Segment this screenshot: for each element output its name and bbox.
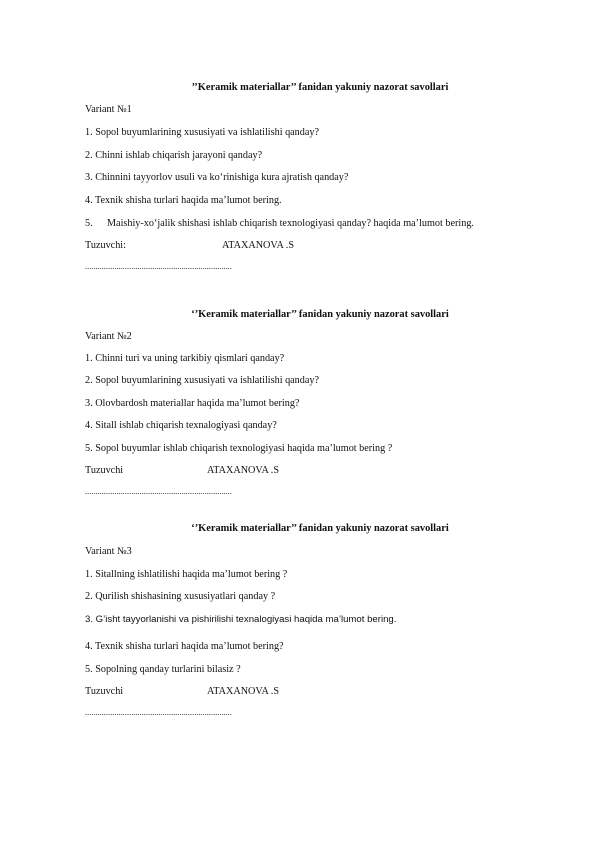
variant-label-3: Variant №3 bbox=[85, 546, 132, 557]
author-name-2: ATAXANOVA .S bbox=[207, 465, 280, 476]
question-3-4: 4. Texnik shisha turlari haqida ma’lumot bering? bbox=[85, 641, 284, 652]
question-1-2: 2. Chinni ishlab chiqarish jarayoni qanday? bbox=[85, 150, 263, 161]
author-label-2: Tuzuvchi bbox=[85, 465, 124, 476]
section-title-3: ‘’Keramik materiallar’’ fanidan yakuniy nazorat savollari bbox=[191, 523, 449, 534]
section-title-1: ’’Keramik materiallar’’ fanidan yakuniy nazorat savollari bbox=[191, 82, 449, 93]
question-2-5: 5. Sopol buyumlar ishlab chiqarish texnologiyasi haqida ma’lumot bering ? bbox=[85, 443, 393, 454]
question-2-1: 1. Chinni turi va uning tarkibiy qismlari qanday? bbox=[85, 353, 285, 364]
variant-label-1: Variant №1 bbox=[85, 104, 132, 115]
question-1-3: 3. Chinnini tayyorlov usuli va ko‘rinishiga kura ajratish qanday? bbox=[85, 172, 349, 183]
author-name-1: ATAXANOVA .S bbox=[222, 240, 295, 251]
signature-dots-1: ...................................................................... bbox=[85, 262, 232, 271]
question-1-5-text: Maishiy-xo‘jalik shishasi ishlab chiqarish texnologiyasi qanday? haqida ma’lumot bering. bbox=[107, 218, 474, 229]
question-3-5: 5. Sopolning qanday turlarini bilasiz ? bbox=[85, 664, 241, 675]
question-3-3: 3. G’isht tayyorlanishi va pishirilishi texnalogiyasi haqida ma’lumot bering. bbox=[85, 614, 397, 625]
question-1-5 bbox=[85, 218, 474, 229]
question-1-4: 4. Texnik shisha turlari haqida ma’lumot bering. bbox=[85, 195, 282, 206]
question-1-5-number: 5. bbox=[85, 218, 93, 229]
question-3-2: 2. Qurilish shishasining xususiyatlari qanday ? bbox=[85, 591, 276, 602]
question-3-1: 1. Sitallning ishlatilishi haqida ma’lumot bering ? bbox=[85, 569, 288, 580]
question-2-3: 3. Olovbardosh materiallar haqida ma’lumot bering? bbox=[85, 398, 300, 409]
section-title-2: ‘’Keramik materiallar’’ fanidan yakuniy nazorat savollari bbox=[191, 309, 449, 320]
author-name-3: ATAXANOVA .S bbox=[207, 686, 280, 697]
variant-label-2: Variant №2 bbox=[85, 331, 132, 342]
question-1-1: 1. Sopol buyumlarining xususiyati va ishlatilishi qanday? bbox=[85, 127, 320, 138]
author-label-1: Tuzuvchi: bbox=[85, 240, 126, 251]
question-2-4: 4. Sitall ishlab chiqarish texnalogiyasi qanday? bbox=[85, 420, 277, 431]
question-2-2: 2. Sopol buyumlarining xususiyati va ishlatilishi qanday? bbox=[85, 375, 320, 386]
author-label-3: Tuzuvchi bbox=[85, 686, 124, 697]
signature-dots-2: ...................................................................... bbox=[85, 487, 232, 496]
signature-dots-3: ...................................................................... bbox=[85, 708, 232, 717]
